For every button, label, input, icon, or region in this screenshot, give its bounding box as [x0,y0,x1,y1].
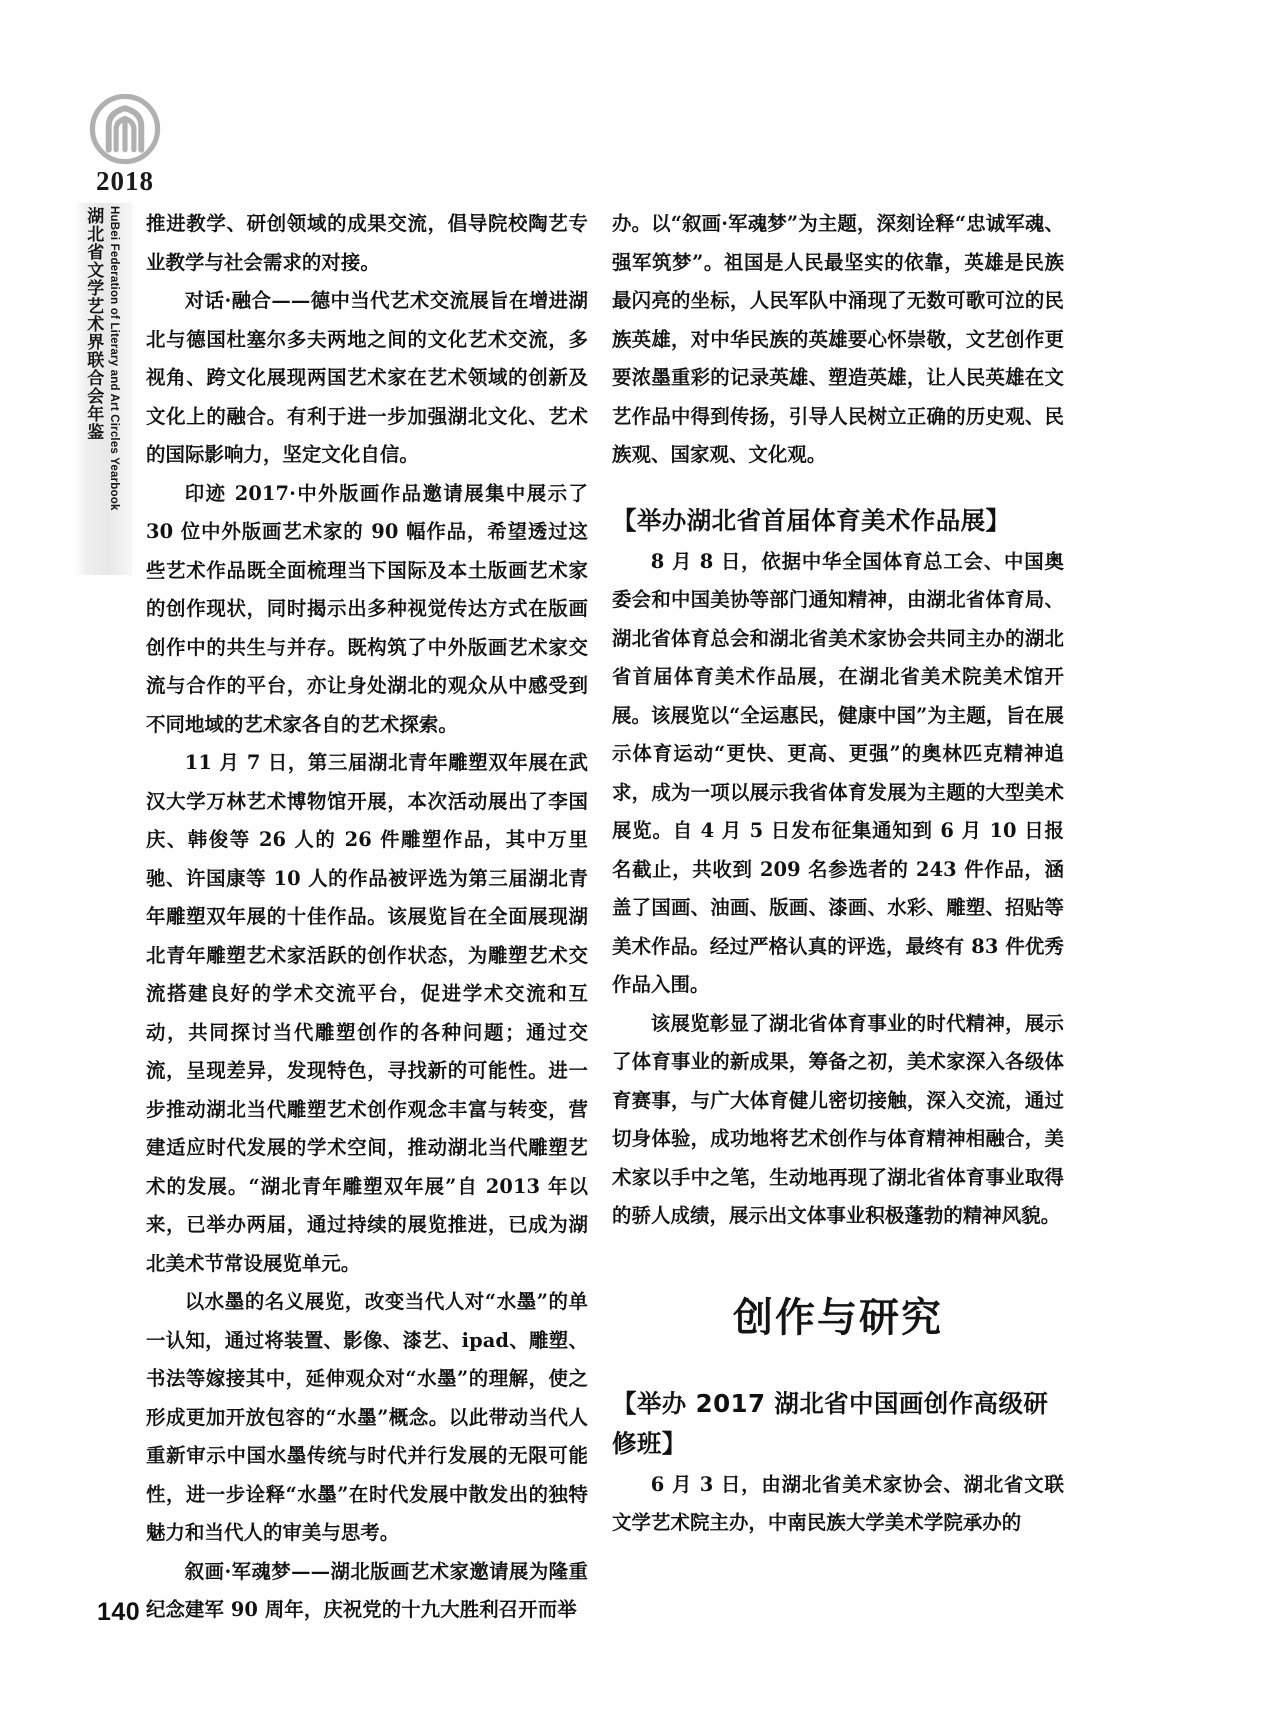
heading-training-class: 【举办 2017 湖北省中国画创作高级研修班】 [612,1388,1049,1458]
masthead-year: 2018 [96,166,154,196]
right-text-column [612,205,1064,1543]
paragraph: 6 月 3 日，由湖北省美术家协会、湖北省文联文学艺术院主办，中南民族大学美术学院承办的 [612,1472,1064,1534]
hubei-federation-arch-logo-icon [88,92,162,166]
left-text-column [146,205,588,1630]
paragraph: 印迹 2017·中外版画作品邀请展集中展示了 30 位中外版画艺术家的 90 幅作品，希望透过这些艺术作品既全面梳理当下国际及本土版画艺术家的创作现状，同时揭示出多种视觉传达方式在版画创作中的共生与并存。既构筑了中外版画艺术家交流与合作的平台，亦让身处湖北的观众从中感受到不同地域的艺术家各自的艺术探索。 [146,481,588,736]
masthead-logo-block [70,92,180,195]
paragraph: 推进教学、研创领域的成果交流，倡导院校陶艺专业教学与社会需求的对接。 [146,212,588,274]
paragraph: 11 月 7 日，第三届湖北青年雕塑双年展在武汉大学万林艺术博物馆开展，本次活动展出了李国庆、韩俊等 26 人的 26 件雕塑作品，其中万里驰、许国康等 10 人的作品被评选为第三届湖北青年雕塑双年展的十佳作品。该展览旨在全面展现湖北青年雕塑艺术家活跃的创作状态，为雕塑艺术交流搭建良好的学术交流平台，促进学术交流和互动，共同探讨当代雕塑创作的各种问题；通过交流，呈现差异，发现特色，寻找新的可能性。进一步推动湖北当代雕塑艺术创作观念丰富与转变，营建适应时代发展的学术空间，推动湖北当代雕塑艺术的发展。“湖北青年雕塑双年展”自 2013 年以来，已举办两届，通过持续的展览推进，已成为湖北美术节常设展览单元。 [146,751,588,1275]
page-number: 140 [97,1598,141,1626]
paragraph: 8 月 8 日，依据中华全国体育总工会、中国奥委会和中国美协等部门通知精神，由湖北省体育局、湖北省体育总会和湖北省美术家协会共同主办的湖北省首届体育美术作品展，在湖北省美术院美术馆开展。该展览以“全运惠民，健康中国”为主题，旨在展示体育运动“更快、更高、更强”的奥林匹克精神追求，成为一项以展示我省体育发展为主题的大型美术展览。自 4 月 5 日发布征集通知到 6 月 10 日报名截止，共收到 209 名参选者的 243 件作品，涵盖了国画、油画、版画、漆画、水彩、雕塑、招贴等美术作品。经过严格认真的评选，最终有 83 件优秀作品入围。 [612,549,1064,996]
section-title-creation-and-research: 创作与研究 [733,1294,943,1341]
paragraph: 该展览彰显了湖北省体育事业的时代精神，展示了体育事业的新成果，筹备之初，美术家深入各级体育赛事，与广大体育健儿密切接触，深入交流，通过切身体验，成功地将艺术创作与体育精神相融合，美术家以手中之笔，生动地再现了湖北省体育事业取得的骄人成绩，展示出文体事业积极蓬勃的精神风貌。 [612,1011,1064,1227]
vertical-running-head [74,203,132,575]
sidebar-title-english: HuBei Federation of Literary and Art Circles Yearbook [108,206,121,511]
paragraph: 叙画·军魂梦——湖北版画艺术家邀请展为隆重纪念建军 90 周年，庆祝党的十九大胜利召开而举 [146,1559,588,1621]
paragraph: 以水墨的名义展览，改变当代人对“水墨”的单一认知，通过将装置、影像、漆艺、ipad、雕塑、书法等嫁接其中，延伸观众对“水墨”的理解，使之形成更加开放包容的“水墨”概念。以此带动当代人重新审示中国水墨传统与时代并行发展的无限可能性，进一步诠释“水墨”在时代发展中散发出的独特魅力和当代人的审美与思考。 [146,1290,588,1544]
sidebar-title-chinese: 湖北省文学艺术界联合会年鉴 [83,207,104,441]
heading-sports-exhibition: 【举办湖北省首届体育美术作品展】 [612,505,1011,535]
paragraph: 办。以“叙画·军魂梦”为主题，深刻诠释“忠诚军魂、强军筑梦”。祖国是人民最坚实的依靠，英雄是民族最闪亮的坐标，人民军队中涌现了无数可歌可泣的民族英雄，对中华民族的英雄要心怀崇敬，文艺创作更要浓墨重彩的记录英雄、塑造英雄，让人民英雄在文艺作品中得到传扬，引导人民树立正确的历史观、民族观、国家观、文化观。 [612,212,1064,466]
paragraph: 对话·融合——德中当代艺术交流展旨在增进湖北与德国杜塞尔多夫两地之间的文化艺术交流，多视角、跨文化展现两国艺术家在艺术领域的创新及文化上的融合。有利于进一步加强湖北文化、艺术的国际影响力，坚定文化自信。 [146,289,588,466]
